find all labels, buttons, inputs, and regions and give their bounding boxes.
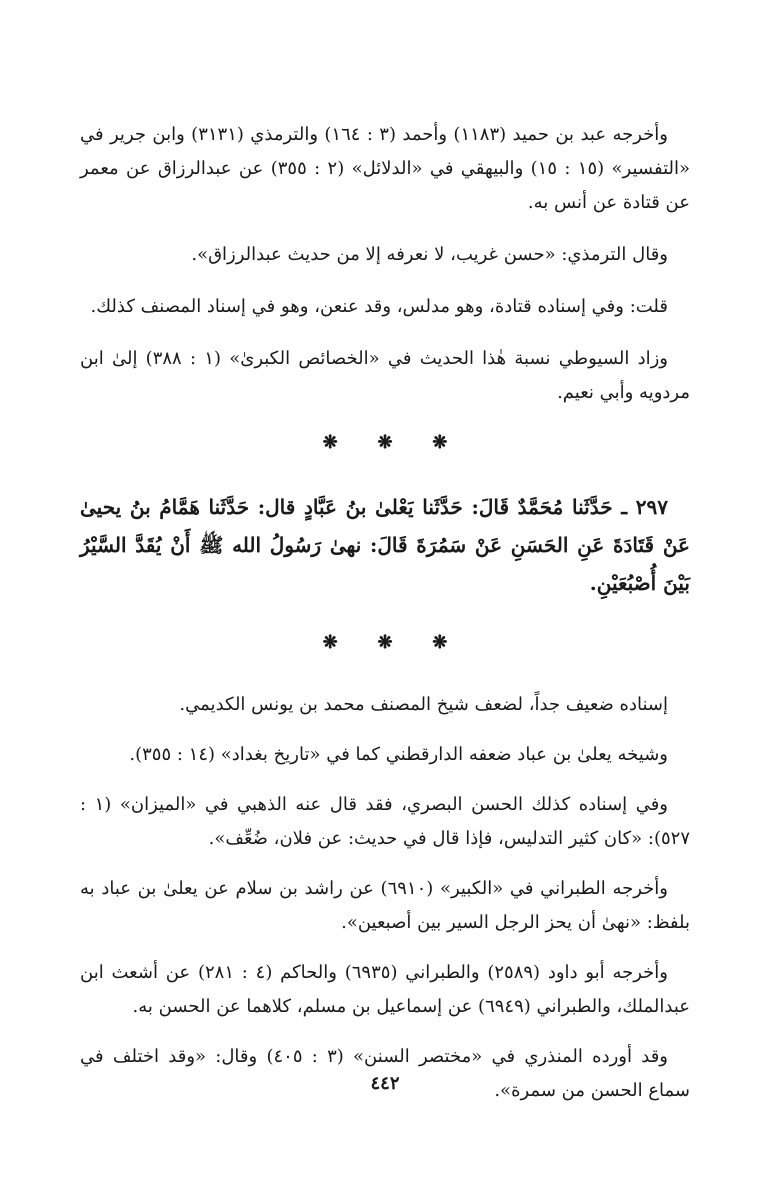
page-body [80,118,690,1124]
paragraph-abu-dawud: وأخرجه أبو داود (٢٥٨٩) والطبراني (٦٩٣٥) والحاكم (٤ : ٢٨١) عن أشعث ابن عبدالملك، والطبراني (٦٩٤٩) عن إسماعيل بن مسلم، كلاهما عن الحسن به. [80,962,690,1017]
paragraph-mundhiri: وقد أورده المنذري في «مختصر السنن» (٣ : ٤٠٥) وقال: «وقد اختلف في سماع الحسن من سمرة». [80,1046,690,1101]
paragraph-suyuti-addition: وزاد السيوطي نسبة هٰذا الحديث في «الخصائص الكبرىٰ» (١ : ٣٨٨) إلىٰ ابن مردويه وأبي نعيم. [80,348,690,403]
asterisk-ornament-icon: ❋ [432,632,448,653]
asterisk-ornament-icon: ❋ [377,632,393,653]
paragraph-hasan-basri: وفي إسناده كذلك الحسن البصري، فقد قال عنه الذهبي في «الميزان» (١ : ٥٢٧): «كان كثير التدليس، فإذا قال في حديث: عن فلان، ضُعِّف». [80,794,690,849]
asterisk-ornament-icon: ❋ [322,432,338,453]
paragraph-tadlis-note: قلت: وفي إسناده قتادة، وهو مدلس، وقد عنعن، وهو في إسناد المصنف كذلك. [90,296,668,317]
asterisk-ornament-icon: ❋ [322,632,338,653]
paragraph-shaykh-weakness: وشيخه يعلىٰ بن عباد ضعفه الدارقطني كما في «تاريخ بغداد» (١٤ : ٣٥٥). [129,744,668,765]
page-number: ٤٤٢ [370,1073,400,1094]
paragraph-tabarani: وأخرجه الطبراني في «الكبير» (٦٩١٠) عن راشد بن سلام عن يعلىٰ بن عباد به بلفظ: «نهىٰ أن يحز الرجل السير بين أصبعين». [80,878,690,933]
hadith-text: ٢٩٧ ـ حَدَّثَنا مُحَمَّدٌ قَالَ: حَدَّثَنا يَعْلىٰ بنُ عَبَّادٍ قال: حَدَّثَنا هَمَّامُ بنُ يحيىٰ عَنْ قَتَادَةَ عَنِ الحَسَنِ عَنْ سَمُرَةَ قَالَ: نهىٰ رَسُولُ الله ﷺ أَنْ يُقَدَّ السَّيْرُ بَيْنَ أُصْبُعَيْنِ. [80,495,690,595]
asterisk-ornament-icon: ❋ [377,432,393,453]
paragraph-tirmidhi-remark: وقال الترمذي: «حسن غريب، لا نعرفه إلا من حديث عبدالرزاق». [191,244,668,265]
asterisk-ornament-icon: ❋ [432,432,448,453]
paragraph-takhrij: وأخرجه عبد بن حميد (١١٨٣) وأحمد (٣ : ١٦٤) والترمذي (٣١٣١) وابن جرير في «التفسير» (١٥ : ١٥) والبيهقي في «الدلائل» (٢ : ٣٥٥) عن عبدالرزاق عن معمر عن قتادة عن أنس به. [80,124,690,213]
section-separator [80,628,690,658]
paragraph-isnad-grading: إسناده ضعيف جداً، لضعف شيخ المصنف محمد بن يونس الكديمي. [179,694,668,715]
section-separator [80,428,690,458]
